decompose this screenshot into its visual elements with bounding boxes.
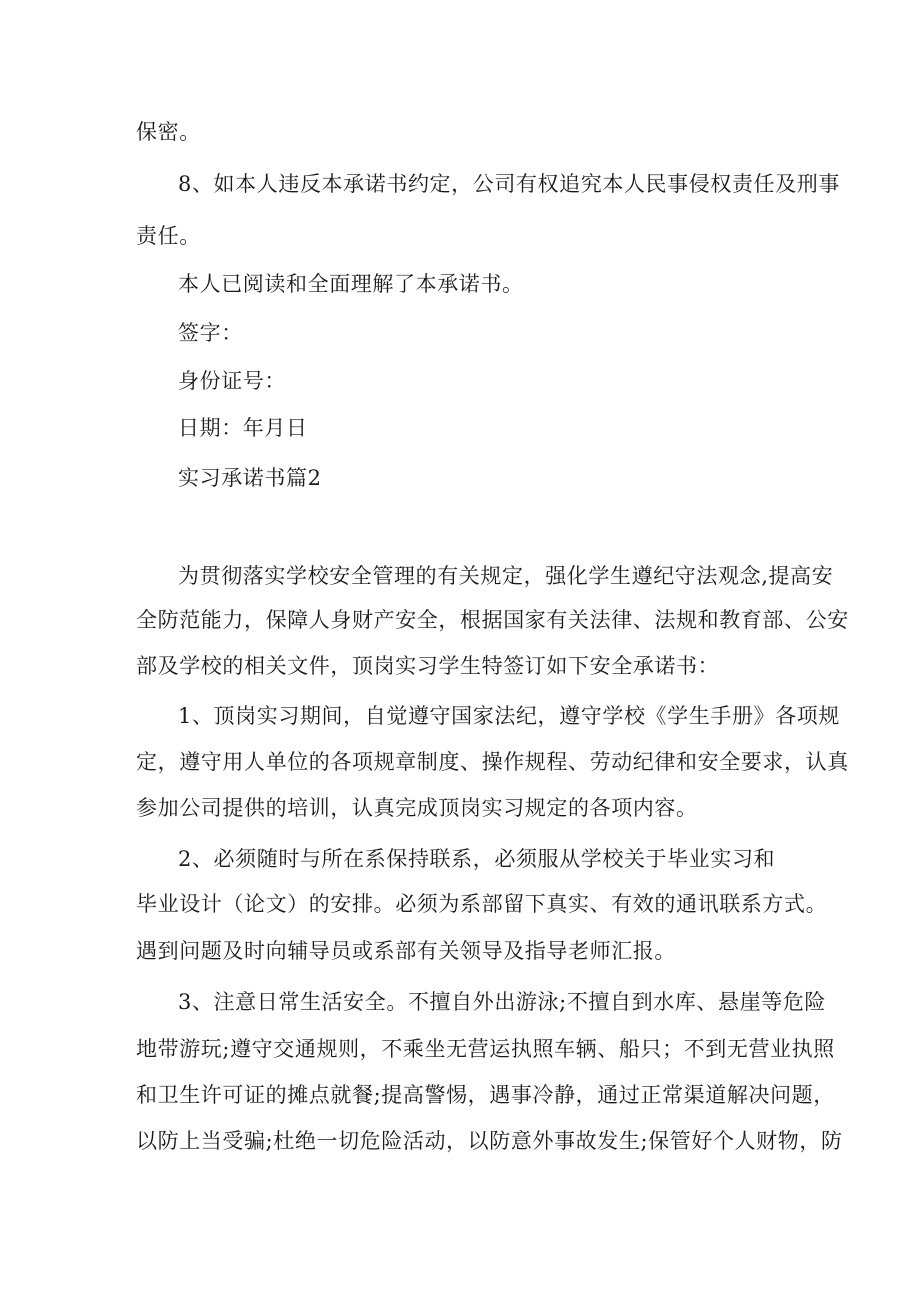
text-line: 定，遵守用人单位的各项规章制度、操作规程、劳动纪律和安全要求，认真 [136,750,849,774]
text-line: 1、顶岗实习期间，自觉遵守国家法纪，遵守学校《学生手册》各项规 [178,704,840,728]
text-line: 参加公司提供的培训，认真完成顶岗实习规定的各项内容。 [136,796,698,820]
text-line: 地带游玩;遵守交通规则，不乘坐无营运执照车辆、船只；不到无营业执照 [136,1037,835,1061]
text-line: 为贯彻落实学校安全管理的有关规定，强化学生遵纪守法观念,提高安 [178,564,834,588]
text-line: 全防范能力，保障人身财产安全，根据国家有关法律、法规和教育部、公安 [136,608,849,632]
text-line: 保密。 [136,120,201,144]
section-heading: 实习承诺书篇2 [178,466,322,490]
text-line: 以防上当受骗;杜绝一切危险活动，以防意外事故发生;保管好个人财物，防 [136,1129,843,1153]
text-line: 日期：年月日 [178,416,308,440]
text-line: 部及学校的相关文件，顶岗实习学生特签订如下安全承诺书： [136,654,720,678]
text-line: 签字： [178,321,243,345]
text-line: 身份证号： [178,369,286,393]
text-line: 遇到问题及时向辅导员或系部有关领导及指导老师汇报。 [136,939,676,963]
text-line: 责任。 [136,224,201,248]
text-line: 8、如本人违反本承诺书约定，公司有权追究本人民事侵权责任及刑事 [178,172,840,196]
text-line: 本人已阅读和全面理解了本承诺书。 [178,272,524,296]
text-line: 2、必须随时与所在系保持联系，必须服从学校关于毕业实习和 [178,847,776,871]
text-line: 和卫生许可证的摊点就餐;提高警惕，遇事冷静，通过正常渠道解决问题， [136,1083,835,1107]
text-line: 3、注意日常生活安全。不擅自外出游泳;不擅自到水库、悬崖等危险 [178,990,827,1014]
text-line: 毕业设计（论文）的安排。必须为系部留下真实、有效的通讯联系方式。 [136,892,828,916]
